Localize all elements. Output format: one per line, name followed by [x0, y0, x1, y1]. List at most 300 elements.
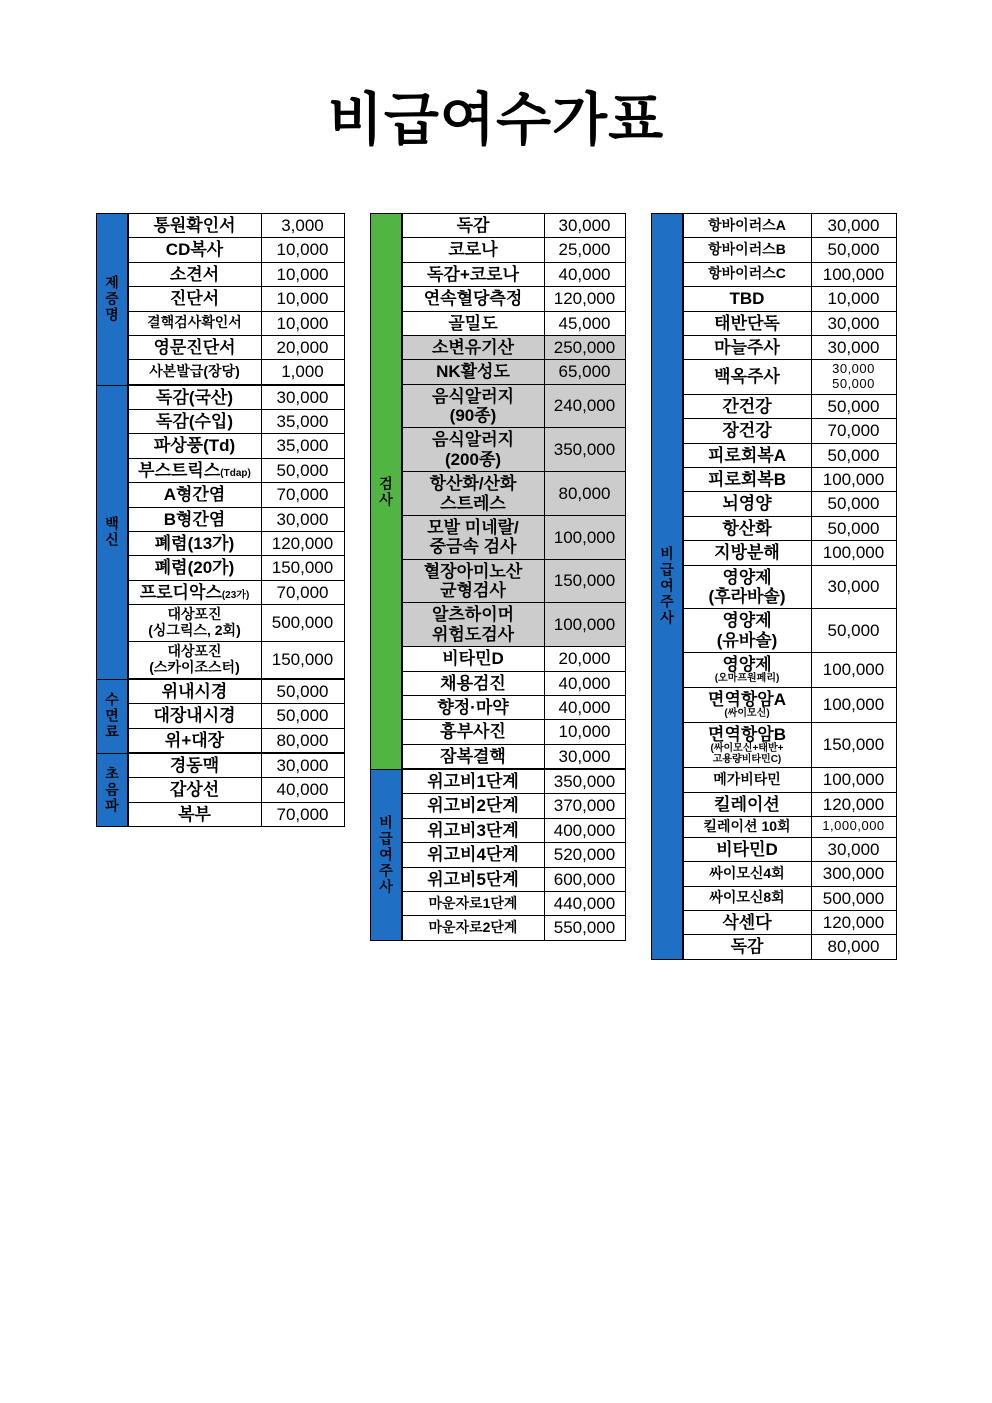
item-name: 폐렴(13가) — [154, 533, 235, 553]
item-price-cell — [545, 843, 625, 866]
item-name-cell — [684, 419, 812, 442]
table-row — [402, 671, 626, 695]
item-price-cell — [262, 459, 344, 482]
table-row — [683, 394, 897, 418]
item-name-cell — [403, 770, 545, 793]
item-price-cell — [262, 312, 344, 335]
item-price-cell — [812, 336, 896, 359]
item-price: 440,000 — [553, 893, 616, 913]
item-name: 위고비5단계 — [427, 869, 519, 889]
table-row — [128, 728, 345, 753]
table-row — [683, 311, 897, 335]
item-name-cell — [684, 336, 812, 359]
group-label — [96, 385, 128, 679]
item-price: 70,000 — [827, 421, 880, 441]
table-row — [683, 565, 897, 609]
item-name: 대장내시경 — [153, 706, 236, 726]
table-row — [128, 286, 345, 310]
item-price-cell — [812, 238, 896, 261]
item-price: 1,000,000 — [822, 818, 885, 834]
item-price: 40,000 — [558, 264, 611, 284]
item-name-cell — [684, 609, 812, 652]
item-name-cell — [684, 517, 812, 540]
item-price-cell — [812, 723, 896, 767]
item-price: 100,000 — [822, 470, 885, 489]
group-label — [370, 213, 402, 769]
item-name-cell — [129, 386, 262, 409]
item-name-line2: (스카이조스터) — [149, 658, 240, 675]
item-price-cell — [812, 468, 896, 491]
item-price-cell — [545, 385, 625, 428]
table-row — [128, 237, 345, 261]
item-price-cell — [545, 560, 625, 603]
item-price-cell — [812, 911, 896, 934]
item-name: TBD — [729, 289, 765, 309]
group-rows — [128, 679, 345, 753]
item-name: B형간염 — [163, 509, 226, 529]
item-name: 영양제 — [722, 655, 772, 674]
item-price-cell — [812, 817, 896, 837]
item-price-cell — [262, 386, 344, 409]
item-price: 50,000 — [827, 494, 880, 514]
item-name: 혈장아미노산 — [423, 561, 523, 581]
item-name-subscript: (Tdap) — [220, 467, 251, 479]
item-name: 위고비3단계 — [427, 820, 519, 840]
group-label — [370, 769, 402, 941]
table-row — [128, 679, 345, 703]
item-name-cell — [684, 862, 812, 885]
item-name: 폐렴(20가) — [154, 558, 235, 578]
item-name: 킬레이션 10회 — [703, 817, 791, 834]
item-price: 100,000 — [822, 543, 885, 563]
table-row — [128, 580, 345, 604]
table-row — [128, 802, 345, 827]
item-name-cell — [403, 720, 545, 743]
item-name-cell — [129, 556, 262, 579]
item-name: 항산화 — [722, 518, 772, 538]
item-price: 30,000 — [276, 509, 329, 529]
table-row — [402, 515, 626, 559]
item-name: 복부 — [178, 804, 211, 824]
group-label-text: 수면료 — [104, 692, 121, 741]
item-name: 비타민D — [442, 649, 504, 669]
item-price-cell — [262, 434, 344, 457]
table-row — [128, 555, 345, 579]
table-row — [128, 531, 345, 555]
item-price: 50,000 — [276, 706, 329, 726]
item-name-line2: (200종) — [444, 449, 502, 469]
table-row — [402, 427, 626, 471]
item-name: 면역항암B — [708, 724, 786, 744]
group-비급여주사 — [370, 769, 626, 941]
item-name-cell — [129, 642, 262, 678]
group-초음파 — [96, 753, 345, 827]
item-price-cell — [262, 410, 344, 433]
group-rows — [128, 385, 345, 679]
table-row — [402, 311, 626, 335]
item-price-cell — [812, 541, 896, 564]
table-row — [402, 384, 626, 428]
item-price: 3,000 — [281, 216, 324, 235]
table-row — [683, 910, 897, 934]
item-name: 킬레이션 — [714, 794, 780, 814]
item-name-cell — [403, 843, 545, 866]
item-price: 400,000 — [553, 820, 616, 840]
table-row — [683, 792, 897, 816]
item-name: 피로회복A — [708, 445, 786, 465]
item-price: 10,000 — [558, 722, 611, 742]
item-price-cell — [545, 892, 625, 915]
group-비급여주사 — [651, 213, 897, 960]
item-name-cell — [403, 916, 545, 939]
item-name-cell — [684, 395, 812, 418]
item-name: 지방분해 — [714, 543, 780, 563]
table-row — [683, 335, 897, 359]
item-name: 피로회복B — [708, 470, 786, 489]
item-name-cell — [403, 312, 545, 335]
item-name: 태반단독 — [714, 313, 780, 333]
item-name: 사본발급(장당) — [149, 362, 240, 379]
item-price-cell — [545, 672, 625, 695]
column-3 — [651, 213, 897, 960]
group-label-text: 백신 — [104, 516, 121, 549]
item-name: 싸이모신8회 — [709, 889, 785, 906]
page-title: 비급여수가표 — [327, 88, 665, 152]
item-price-cell — [262, 263, 344, 286]
item-name: 백옥주사 — [714, 367, 780, 387]
item-name-cell — [684, 838, 812, 861]
table-row — [683, 837, 897, 861]
item-price: 10,000 — [276, 289, 329, 309]
item-price: 150,000 — [271, 650, 334, 670]
item-price-cell — [545, 794, 625, 817]
item-name-cell — [403, 647, 545, 670]
table-row — [683, 652, 897, 687]
item-name: 갑상선 — [169, 780, 220, 800]
item-name-cell — [403, 696, 545, 719]
item-price: 45,000 — [558, 313, 611, 333]
item-name-note2: 고용량비타민C) — [712, 753, 782, 765]
item-name: 대상포진 — [167, 642, 222, 659]
item-price-cell — [262, 483, 344, 506]
item-name: 항바이러스B — [708, 241, 786, 258]
table-row — [128, 311, 345, 335]
item-name: 독감+코로나 — [426, 264, 520, 284]
table-row — [683, 767, 897, 791]
item-name-cell — [403, 385, 545, 428]
item-name-cell — [684, 723, 812, 767]
item-price-cell — [812, 838, 896, 861]
item-name-cell — [403, 263, 545, 286]
item-price-cell — [812, 312, 896, 335]
table-row — [402, 891, 626, 915]
item-name-line2: (후라바솔) — [708, 586, 786, 606]
item-price-cell — [545, 720, 625, 743]
item-name-cell — [129, 263, 262, 286]
item-price: 100,000 — [553, 615, 616, 635]
item-price-cell — [812, 609, 896, 652]
item-name-cell — [403, 794, 545, 817]
table-row — [128, 507, 345, 531]
item-price-cell — [545, 360, 625, 383]
item-name-cell — [684, 312, 812, 335]
item-name-cell — [129, 434, 262, 457]
item-name: 간건강 — [722, 396, 772, 416]
table-row — [402, 915, 626, 940]
table-row — [683, 516, 897, 540]
table-row — [683, 418, 897, 442]
item-name-cell — [684, 653, 812, 687]
table-row — [683, 467, 897, 491]
item-price: 150,000 — [553, 571, 616, 591]
item-name: 경동맥 — [169, 755, 220, 775]
item-price: 70,000 — [276, 582, 329, 602]
item-name: 흉부사진 — [440, 722, 506, 742]
item-price-cell — [812, 263, 896, 286]
group-rows — [128, 753, 345, 827]
table-row — [402, 559, 626, 603]
item-name: 부스트릭스(Tdap) — [138, 460, 251, 480]
item-price-cell — [545, 238, 625, 261]
item-price-cell — [812, 887, 896, 910]
item-name-note: (오마프원페리) — [714, 673, 780, 685]
group-label-text: 초음파 — [104, 766, 121, 814]
item-name-cell — [129, 459, 262, 482]
item-name: 결핵검사확인서 — [147, 314, 242, 331]
item-name: 프로디악스(23가) — [139, 582, 250, 602]
item-name: 마늘주사 — [714, 337, 780, 357]
table-row — [128, 213, 345, 237]
table-row — [402, 744, 626, 769]
table-row — [128, 433, 345, 457]
item-name-cell — [684, 887, 812, 910]
item-price-cell — [262, 605, 344, 641]
item-name: 잠복결핵 — [440, 746, 506, 766]
item-name-line2: (90종) — [449, 406, 497, 425]
item-name-note: (싸이모신+태반+ — [710, 743, 784, 755]
group-rows — [683, 213, 897, 960]
item-name-cell — [403, 892, 545, 915]
item-price: 40,000 — [276, 780, 329, 800]
item-price-cell — [812, 444, 896, 467]
table-row — [128, 335, 345, 359]
item-price-cell — [545, 287, 625, 310]
item-price-cell — [545, 647, 625, 670]
table-row — [683, 359, 897, 394]
item-price: 30,000 — [558, 746, 611, 766]
item-name: 싸이모신4회 — [709, 864, 785, 881]
table-row — [128, 409, 345, 433]
item-price-cell — [545, 745, 625, 768]
item-name-cell — [684, 492, 812, 515]
item-price-cell — [262, 508, 344, 531]
item-price: 40,000 — [558, 673, 611, 693]
item-price: 30,000 — [832, 361, 875, 377]
item-price: 35,000 — [276, 412, 329, 431]
item-name-cell — [684, 911, 812, 934]
item-name-cell — [684, 935, 812, 958]
item-name: 소변유기산 — [431, 337, 515, 357]
table-row — [402, 359, 626, 383]
item-price-cell — [545, 472, 625, 515]
price-table-columns — [0, 213, 992, 960]
item-name: 영문진단서 — [153, 337, 236, 357]
item-price-cell — [812, 935, 896, 958]
item-price-cell — [262, 680, 344, 703]
item-price: 65,000 — [558, 362, 611, 382]
table-row — [128, 753, 345, 777]
table-row — [402, 646, 626, 670]
group-rows — [128, 213, 345, 385]
item-name-line2: (유바솔) — [716, 630, 778, 650]
item-price: 120,000 — [271, 533, 334, 553]
group-제증명 — [96, 213, 345, 385]
item-price-cell — [812, 492, 896, 515]
item-name: 항바이러스A — [708, 216, 786, 233]
item-name-cell — [403, 672, 545, 695]
item-name-cell — [129, 410, 262, 433]
item-price: 100,000 — [822, 695, 885, 715]
item-name: 향정·마약 — [437, 697, 509, 717]
item-price-cell — [262, 729, 344, 752]
item-name: 소견서 — [169, 264, 220, 284]
group-label-text: 검사 — [378, 475, 395, 508]
item-name-cell — [129, 605, 262, 641]
item-name: 골밀도 — [448, 313, 498, 333]
table-row — [402, 719, 626, 743]
item-price: 520,000 — [553, 845, 616, 865]
item-name: 코로나 — [448, 240, 498, 260]
item-price: 80,000 — [276, 730, 329, 750]
item-price: 80,000 — [558, 483, 611, 503]
table-row — [683, 816, 897, 837]
item-name-cell — [684, 688, 812, 722]
item-name-cell — [403, 745, 545, 768]
item-name: 항바이러스C — [708, 265, 786, 282]
item-name-cell — [129, 532, 262, 555]
table-row — [683, 722, 897, 767]
item-price: 100,000 — [822, 264, 885, 284]
item-name-line2: (싱그릭스, 2회) — [148, 621, 241, 638]
table-row — [128, 385, 345, 409]
item-name: 진단서 — [169, 289, 220, 309]
item-price: 50,000 — [827, 445, 880, 465]
item-price-cell — [812, 214, 896, 237]
item-name-cell — [684, 214, 812, 237]
item-name-cell — [684, 566, 812, 609]
table-row — [128, 641, 345, 679]
item-price-cell — [262, 287, 344, 310]
item-name-cell — [129, 214, 262, 237]
item-price: 70,000 — [276, 804, 329, 824]
item-name: 위고비1단계 — [427, 772, 519, 791]
table-row — [683, 286, 897, 310]
table-row — [128, 777, 345, 801]
group-label-text: 제증명 — [104, 275, 121, 324]
item-name: 영양제 — [722, 567, 772, 587]
item-price-cell — [812, 793, 896, 816]
item-name: 영양제 — [722, 611, 772, 631]
item-name-cell — [129, 704, 262, 727]
column-1 — [96, 213, 345, 827]
item-name: 위고비2단계 — [427, 796, 519, 816]
item-price: 500,000 — [271, 613, 334, 633]
item-price: 10,000 — [276, 313, 329, 333]
item-name: 위고비4단계 — [427, 845, 519, 865]
item-name: 항산화/산화 — [429, 474, 517, 494]
table-row — [402, 471, 626, 515]
item-name-cell — [684, 360, 812, 394]
item-name: 장건강 — [722, 421, 772, 441]
item-name: 삭센다 — [722, 912, 772, 932]
table-row — [683, 861, 897, 885]
item-price: 30,000 — [276, 387, 329, 407]
group-rows — [402, 213, 626, 769]
item-price-cell — [812, 517, 896, 540]
item-price: 30,000 — [827, 839, 880, 859]
item-name-cell — [129, 680, 262, 703]
item-price-line2: 50,000 — [832, 376, 875, 392]
item-price: 10,000 — [827, 289, 880, 309]
item-name: 위내시경 — [161, 681, 228, 701]
table-row — [128, 262, 345, 286]
table-row — [402, 237, 626, 261]
item-price: 30,000 — [827, 313, 880, 333]
item-name: 마운자로1단계 — [428, 894, 518, 911]
item-price-cell — [262, 238, 344, 261]
item-price: 50,000 — [276, 681, 329, 701]
item-name-cell — [403, 336, 545, 359]
item-name: 독감(국산) — [155, 387, 233, 407]
item-name-cell — [684, 817, 812, 837]
item-price: 50,000 — [276, 460, 329, 480]
group-rows — [402, 769, 626, 941]
item-price: 150,000 — [271, 558, 334, 578]
item-name-cell — [403, 560, 545, 603]
item-name-cell — [684, 468, 812, 491]
table-row — [683, 443, 897, 467]
item-price-cell — [262, 803, 344, 826]
item-price: 30,000 — [827, 337, 880, 357]
item-name: 대상포진 — [167, 606, 222, 622]
item-price: 40,000 — [558, 697, 611, 717]
item-price: 600,000 — [553, 869, 616, 889]
item-name-cell — [129, 754, 262, 777]
item-price: 30,000 — [558, 216, 611, 235]
table-row — [402, 842, 626, 866]
item-price-cell — [545, 428, 625, 471]
item-name: 파상풍(Td) — [153, 436, 236, 456]
group-label — [651, 213, 683, 960]
table-row — [683, 886, 897, 910]
item-name-cell — [129, 581, 262, 604]
item-price-cell — [262, 778, 344, 801]
item-name: 채용검진 — [440, 673, 506, 693]
item-price: 120,000 — [822, 794, 885, 814]
table-row — [683, 237, 897, 261]
item-name-cell — [403, 428, 545, 471]
item-price: 370,000 — [553, 796, 616, 816]
item-price: 35,000 — [276, 436, 329, 456]
item-name-cell — [684, 541, 812, 564]
group-검사 — [370, 213, 626, 769]
item-price-cell — [545, 312, 625, 335]
group-label-text: 비급여주사 — [659, 546, 676, 627]
item-price: 300,000 — [822, 864, 885, 884]
table-row — [402, 793, 626, 817]
table-row — [128, 703, 345, 727]
table-row — [683, 262, 897, 286]
